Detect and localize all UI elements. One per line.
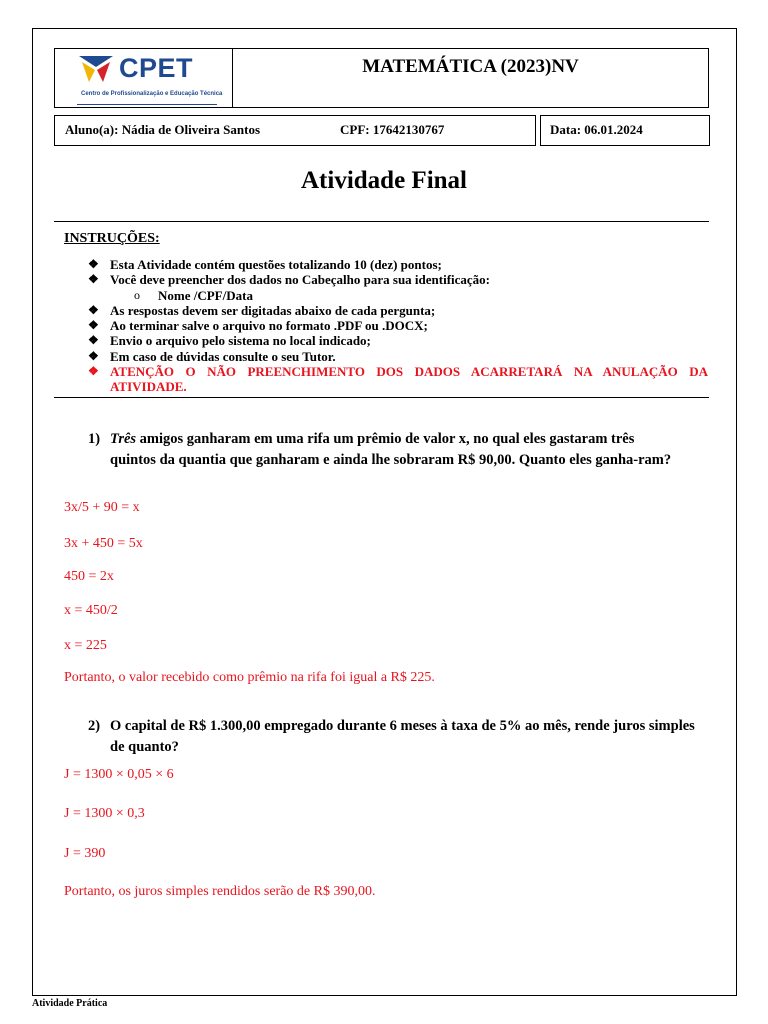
answer-line: 3x + 450 = 5x [64, 536, 143, 551]
logo-box [54, 48, 232, 108]
question-number: 2) [88, 718, 101, 734]
instruction-item: ❖ Você deve preencher dos dados no Cabeçalho para sua identificação: [88, 272, 491, 288]
date-box [540, 115, 710, 146]
cpet-logo-icon [79, 56, 113, 86]
diamond-bullet-icon: ❖ [88, 333, 99, 348]
diamond-bullet-icon: ❖ [88, 272, 99, 287]
student-name: Aluno(a): Nádia de Oliveira Santos [65, 122, 261, 137]
question-1 [88, 429, 678, 471]
subject-title: MATEMÁTICA (2023)NV [362, 56, 579, 77]
question-lead: Três [110, 431, 137, 447]
instruction-warning: ❖ ATENÇÃO O NÃO PREENCHIMENTO DOS DADOS ACARRETARÁ NA ANULAÇÃO DA ATIVIDADE. [88, 364, 708, 395]
student-cpf: CPF: 17642130767 [340, 122, 445, 137]
answer-line: J = 390 [64, 846, 106, 861]
subject-box [232, 48, 709, 108]
footer-label: Atividade Prática [32, 998, 108, 1009]
instruction-item: ❖ Em caso de dúvidas consulte o seu Tutor. [88, 348, 336, 364]
activity-date: Data: 06.01.2024 [550, 122, 643, 137]
answer-line: J = 1300 × 0,05 × 6 [64, 767, 174, 782]
answer-line: 3x/5 + 90 = x [64, 500, 140, 515]
question-text: O capital de R$ 1.300,00 empregado durante 6 meses à taxa de 5% ao mês, rende juros simples de quanto? [110, 718, 695, 755]
title-divider [54, 221, 709, 222]
logo-underline [77, 104, 217, 105]
diamond-bullet-icon: ❖ [88, 364, 99, 379]
question-text: amigos ganharam em uma rifa um prêmio de valor x, no qual eles gastaram três quintos da quantia que ganharam e ainda lhe sobraram R$ 90,00. Quanto eles ganha-ram? [110, 431, 672, 468]
instruction-item: ❖ Esta Atividade contém questões totalizando 10 (dez) pontos; [88, 257, 442, 272]
logo-text: CPET [119, 53, 194, 83]
instructions-divider [54, 397, 709, 398]
answer-line: 450 = 2x [64, 569, 114, 584]
diamond-bullet-icon: ❖ [88, 302, 99, 317]
instruction-item: ❖ As respostas devem ser digitadas abaixo de cada pergunta; [88, 302, 436, 318]
diamond-bullet-icon: ❖ [88, 257, 99, 271]
page-title: Atividade Final [301, 167, 467, 194]
instruction-subitem: o Nome /CPF/Data [134, 287, 253, 303]
answer-line: J = 1300 × 0,3 [64, 806, 145, 821]
question-2 [88, 716, 698, 758]
circle-bullet-icon: o [134, 287, 140, 302]
answer-conclusion: Portanto, os juros simples rendidos serão de R$ 390,00. [64, 884, 376, 899]
instruction-item: ❖ Envio o arquivo pelo sistema no local indicado; [88, 333, 371, 349]
student-info-box [54, 115, 536, 146]
instruction-item: ❖ Ao terminar salve o arquivo no formato .PDF ou .DOCX; [88, 318, 428, 334]
answer-line: x = 450/2 [64, 603, 118, 618]
diamond-bullet-icon: ❖ [88, 318, 99, 333]
instructions-heading: INSTRUÇÕES: [64, 231, 160, 246]
answer-line: x = 225 [64, 638, 107, 653]
question-number: 1) [88, 431, 101, 447]
answer-conclusion: Portanto, o valor recebido como prêmio na rifa foi igual a R$ 225. [64, 670, 435, 685]
logo-subtitle: Centro de Profissionalização e Educação Técnica [81, 91, 223, 97]
diamond-bullet-icon: ❖ [88, 348, 99, 363]
instructions-list [88, 257, 708, 395]
